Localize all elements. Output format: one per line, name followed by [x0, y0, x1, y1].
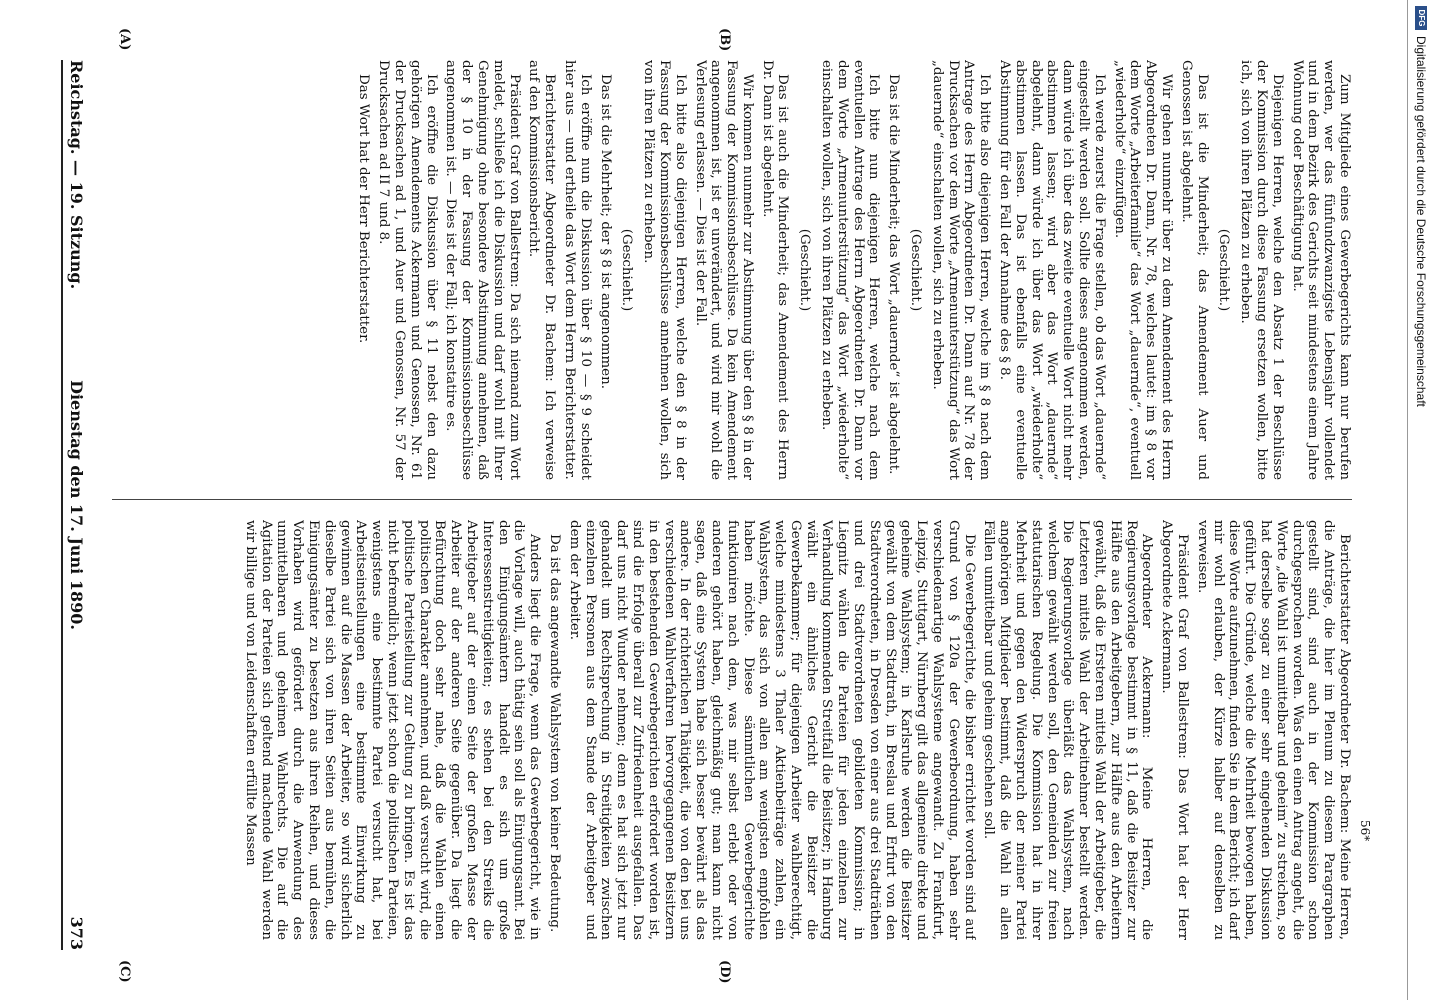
paragraph: Abgeordneter Ackermann: Meine Herren, die Regierungsvorlage bestimmt in § 11, daß die Beisitzer zur Hälfte aus den Arbeitgebern, zur Hälfte aus den Arbeitern gewählt, daß die Ersteren mittels Wahl der Arbeitgeber, die Letzteren mittels Wahl der Arbeitnehmer bestellt werden. Die Regierungsvorlage überläßt das Wahlsystem, nach welchem gewählt werden soll, den Gemeinden zur freien statutarischen Regelung. Die Kommission hat in ihrer Mehrheit und gegen den Widerspruch der meiner Partei angehörigen Mitglieder bestimmt, daß die Wahl in allen Fällen unmittelbar und geheim geschehen soll.: [981, 520, 1155, 940]
paragraph: Anders liegt die Frage, wenn das Gewerbegericht, wie in die Vorlage will, auch thätig sein soll als Einigungsamt. Bei den Einigungsämtern handelt es sich um große Interessenstreitigkeiten; es stehen bei den Streiks die Arbeitgeber auf der einen Seite der großen Masse der Arbeiter auf der anderen Seite gegenüber. Da liegt die Befürchtung doch sehr nahe, daß die Wahlen einen politischen Charakter annehmen, und daß versucht wird, die politische Parteistellung zur Geltung zu bringen. Es ist das nicht befremdlich; wenn jetzt schon die politischen Parteien, wenigstens eine bestimmte Partei versucht hat, bei Arbeitseinstellungen eine bestimmte Einwirkung zu gewinnen auf die Massen der Arbeiter, so wird sicherlich dieselbe Partei sich von ihren Seiten aus bemühen, die Einigungsämter zu besetzen aus ihren Reihen, und dieses Vorhaben wird gefördert durch die Anwendung des unmittelbaren und geheimen Wahlrechts. Die auf die Agitation der Parteien sich geltend machende Wahl werden wir billige und von Leidenschaften erfüllte Massen: [242, 520, 543, 940]
margin-mark-a: (A): [117, 28, 132, 51]
page-header: [61, 60, 97, 950]
paragraph: Das ist die Minderheit; das Wort „dauernde“ ist abgelehnt.: [886, 74, 902, 475]
paragraph: Ich werde zuerst die Frage stellen, ob das Wort „dauernde“ eingestellt werden soll. Sollte dieses angenommen werden, dann würde ich über das zweite eventuelle Wort nicht mehr abstimmen lassen; wird aber das Wort „dauernde“ abgelehnt, dann würde ich über das Wort „wiederholte“ abstimmen lassen. Das ist ebenfalls eine eventuelle Abstimmung für den Fall der Annahme des § 8.: [997, 60, 1107, 480]
paragraph: Ich eröffne nun die Diskussion über § 10 — § 9 scheidet hier aus — und ertheile das Wort dem Herrn Berichterstatter.: [561, 60, 593, 480]
dfg-logo: DFG: [1415, 6, 1427, 30]
paragraph: (Geschieht.): [619, 228, 635, 312]
paragraph: Ich bitte also diejenigen Herren, welche im § 8 nach dem Antrage des Herrn Abgeordneten Dr. Dann auf Nr. 78 der Drucksachen vor dem Worte „Armenunterstützung“ das Wort „dauernde“ einschalten wollen, sich zu erheben.: [929, 60, 993, 480]
paragraph: Präsident Graf von Ballestrem: Das Wort hat der Herr Abgeordnete Ackermann.: [1159, 520, 1191, 940]
paragraph: Präsident Graf von Ballestrem: Da sich niemand zum Wort meldet, schließe ich die Diskussion und darf wohl mit Ihrer Genehmigung ohne besondere Abstimmung annehmen, daß der § 10 in der Fassung der Kommissionsbeschlüsse angenommen ist. — Dies ist der Fall; ich konstatire es.: [443, 60, 522, 480]
paragraph: Das ist auch die Minderheit; das Amendement des Herrn Dr. Dann ist abgelehnt.: [759, 60, 791, 480]
column-divider: [112, 499, 1352, 500]
right-column: [112, 520, 1352, 940]
paragraph: (Geschieht.): [1216, 228, 1232, 312]
header-date: Dienstag den 17. Juni 1890.: [67, 380, 86, 630]
paragraph: Das Wort hat der Herr Berichterstatter.: [356, 74, 372, 344]
paragraph: Berichterstatter Abgeordneter Dr. Bachem: Ich verweise auf den Kommissionsbericht.: [526, 60, 558, 480]
paragraph: Wir gehen nunmehr über zu dem Amendement des Herrn Abgeordneten Dr. Dann, Nr. 78, welches lautet: im § 8 vor dem Worte „Arbeiterfamilie“ das Wort „dauernde“, eventuell „wiederholte“ einzufügen.: [1111, 60, 1175, 480]
margin-mark-b: (B): [717, 28, 732, 52]
signature-mark: 56*: [1358, 820, 1372, 842]
paragraph: Die Gewerbegerichte, die bisher errichtet worden sind auf Grund von § 120a der Gewerbeordnung, haben sehr verschiedenartige Wahlsysteme angewandt. Zu Frankfurt, Leipzig, Stuttgart, Nürnberg gilt das allgemeine direkte und geheime Wahlsystem; in Karlsruhe werden die Beisitzer gewählt von dem Stadtrath, in Breslau und Erfurt von den Stadtverordneten, in Dresden von einer aus drei Stadträthen und drei Stadtverordneten gebildeten Kommission; in Liegnitz wählen die Parteien für jeden einzelnen zur Verhandlung kommenden Streitfall die Beisitzer; in Hamburg wählt ein ähnliches Gericht die Beisitzer die Gewerbekammer; für diejenigen Arbeiter wahlberechtigt, welche mindestens 3 Thaler Aktienbeiträge zahlen, ein Wahlsystem, das sich von allen am wenigsten empfohlen haben möchte. Diese sämmtlichen Gewerbegerichte funktioniren nach dem, was mir selbst erlebt oder von anderen gehört haben, gleichmäßig gut; man kann nicht sagen, daß eine System habe sich besser bewährt als das andere. In der richterlichen Thätigkeit, die von den bei uns verschiedenen Wahlverfahren hervorgegangenen Beisitzern in den bestehenden Gewerbegerichten erfordert worden ist, sind die Erfolge überall zur Zufriedenheit ausgefallen. Das darf uns nicht Wunder nehmen; denn es hat sich jetzt nur gehandelt um Rechtsprechung in Streitigkeiten zwischen einzelnen Personen aus dem Stande der Arbeitgeber und dem der Arbeiter.: [566, 520, 977, 940]
paragraph: Diejenigen Herren, welche den Absatz 1 der Beschlüsse der Kommission durch diese Fassung ersetzen wollen, bitte ich, sich von ihren Plätzen zu erheben.: [1238, 60, 1285, 480]
margin-mark-c: (C): [117, 960, 132, 983]
paragraph: Da ist das angewandte Wahlsystem von keiner Bedeutung.: [546, 534, 562, 933]
paragraph: Berichterstatter Abgeordneter Dr. Bachem: Meine Herren, die Anträge, die hier im Plenum zu diesem Paragraphen gestellt sind, sind auch in der Kommission schon durchgesprochen worden. Was den einen Antrag angeht, die Worte „die Wahl ist unmittelbar und geheim“ zu streichen, so hat derselbe sogar zu einer sehr eingehenden Diskussion geführt. Die Gründe, welche die Mehrheit bewogen haben, diese Worte aufzunehmen, finden Sie in dem Bericht; ich darf mir wohl erlauben, der Kürze halber auf denselben zu verweisen.: [1194, 520, 1352, 940]
paragraph: (Geschieht.): [797, 228, 813, 312]
credit-text: Digitalisierung gefördert durch die Deutsche Forschungsgemeinschaft: [1414, 36, 1428, 407]
paragraph: Ich bitte nun diejenigen Herren, welche nach dem eventuellen Antrage des Herrn Abgeordneten Dr. Dann vor dem Worte „Armenunterstützung“ das Wort „wiederholte“ einschalten wollen, sich von ihren Plätzen zu erheben.: [819, 60, 882, 480]
margin-mark-d: (D): [717, 960, 732, 984]
paragraph: Wir kommen nunmehr zur Abstimmung über den § 8 in der Fassung der Kommissionsbeschlüsse. Da kein Amendement angenommen ist, ist er unverändert, und wird mir wohl die Verlesung erlassen. — Dies ist der Fall.: [692, 60, 755, 480]
paragraph: (Geschieht.): [908, 228, 924, 312]
paragraph: Das ist die Minderheit; das Amendement Auer und Genossen ist abgelehnt.: [1178, 60, 1210, 480]
paragraph: Ich bitte also diejenigen Herren, welche den § 8 in der Fassung der Kommissionsbeschlüsse annehmen wollen, sich von ihren Plätzen zu erheben.: [641, 60, 688, 480]
left-column: [112, 60, 1352, 480]
credit-divider: [1407, 0, 1408, 1000]
paragraph: Das ist die Mehrheit; der § 8 ist angenommen.: [597, 74, 613, 389]
header-page-number: 373: [67, 916, 86, 950]
paragraph: Zum Mitgliede eines Gewerbegerichts kann nur berufen werden, wer das fünfundzwanzigste Lebensjahr vollendet und in dem Bezirk des Gerichts seit mindestens einem Jahre Wohnung oder Beschäftigung hat.: [1289, 60, 1352, 480]
paragraph: Ich eröffne die Diskussion über § 11 nebst den dazu gehörigen Amendements Ackermann und Genossen, Nr. 61 der Drucksachen ad 1, und Auer und Genossen, Nr. 57 der Drucksachen ad II 7 und 8.: [376, 60, 439, 480]
digitization-credit: [1410, 0, 1432, 1000]
header-left: Reichstag. — 19. Sitzung.: [67, 60, 86, 290]
